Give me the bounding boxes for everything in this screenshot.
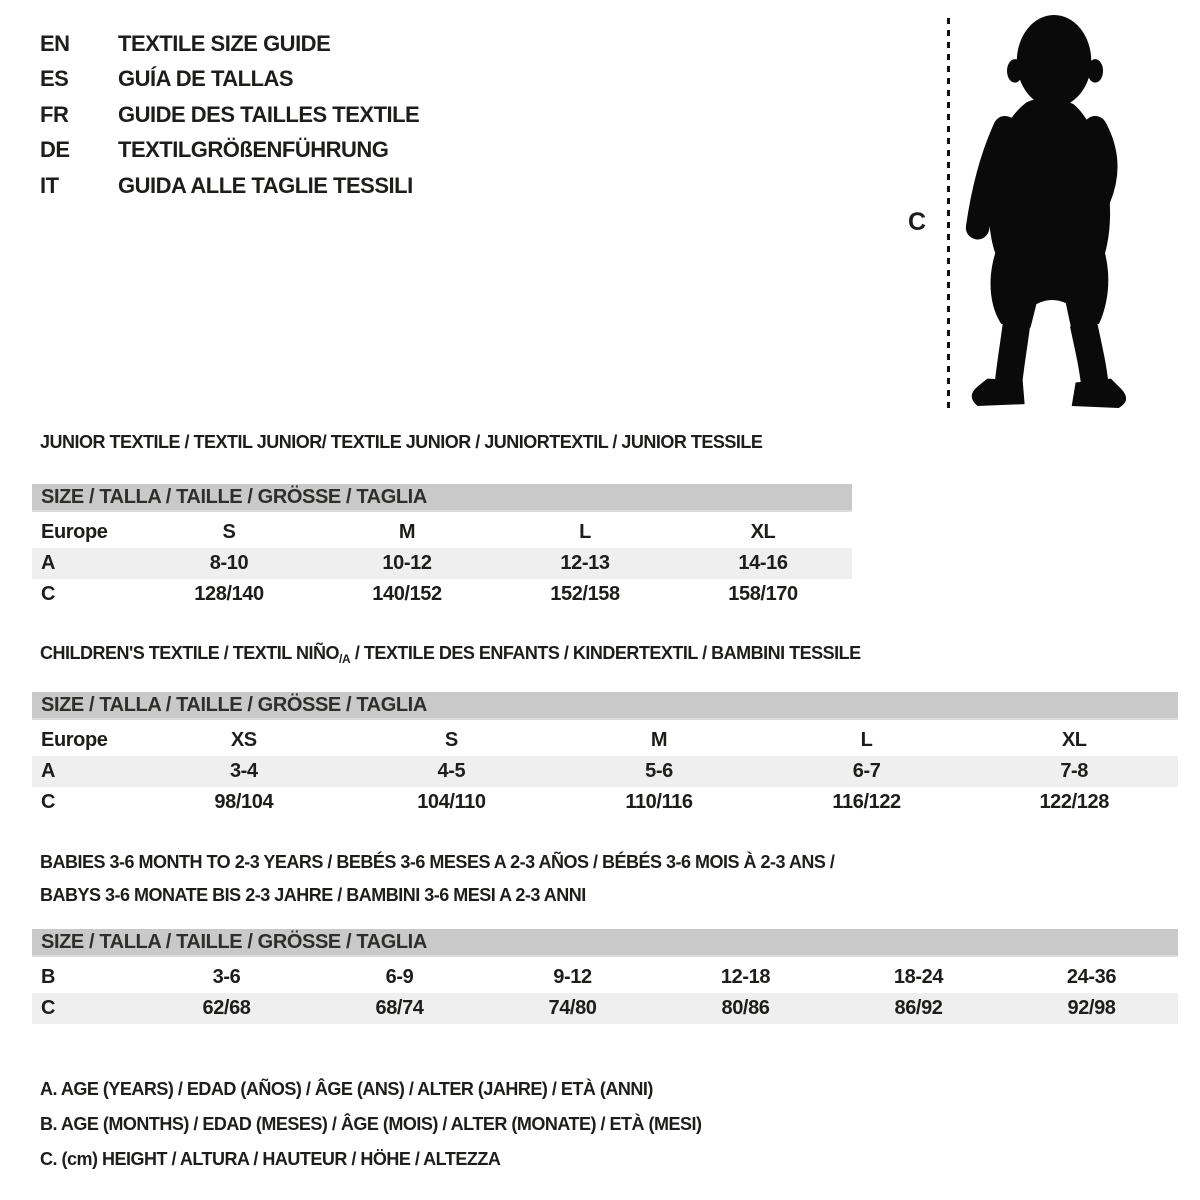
size-cell: M xyxy=(650,729,668,751)
height-cell: 86/92 xyxy=(894,997,943,1019)
height-cell: 158/170 xyxy=(728,583,798,605)
months-cell: 18-24 xyxy=(893,966,944,988)
babies-title-line1: BABIES 3-6 MONTH TO 2-3 YEARS / BEBÉS 3-6 MESES A 2-3 AÑOS / BÉBÉS 3-6 MOIS À 2-3 ANS / xyxy=(40,852,835,872)
row-label: Europe xyxy=(41,521,108,543)
table-row xyxy=(32,756,1178,787)
height-measure-label: C xyxy=(908,208,926,236)
junior-section-title: JUNIOR TEXTILE / TEXTIL JUNIOR/ TEXTILE JUNIOR / JUNIORTEXTIL / JUNIOR TESSILE xyxy=(40,432,763,452)
height-cell: 122/128 xyxy=(1039,791,1109,813)
measurement-legend xyxy=(40,1072,701,1177)
children-title-subscript: /A xyxy=(338,652,351,666)
height-cell: 116/122 xyxy=(832,791,901,813)
age-cell: 14-16 xyxy=(738,552,788,574)
legend-line-b: B. AGE (MONTHS) / EDAD (MESES) / ÂGE (MOIS) / ALTER (MONATE) / ETÀ (MESI) xyxy=(40,1114,702,1134)
row-label: A xyxy=(41,760,56,782)
size-cell: XL xyxy=(1061,729,1087,751)
guide-title: GUIDA ALLE TAGLIE TESSILI xyxy=(118,172,413,198)
height-measure-dashed-line xyxy=(947,18,950,414)
size-cell: S xyxy=(222,521,236,543)
row-label: A xyxy=(41,552,56,574)
row-label: C xyxy=(41,791,56,813)
size-cell: L xyxy=(579,521,591,543)
months-cell: 12-18 xyxy=(720,966,771,988)
guide-title: TEXTILGRÖßENFÜHRUNG xyxy=(118,137,389,163)
children-title-post: / TEXTILE DES ENFANTS / KINDERTEXTIL / BAMBINI TESSILE xyxy=(350,643,861,663)
age-cell: 6-7 xyxy=(852,760,881,782)
height-cell: 128/140 xyxy=(194,583,264,605)
babies-title-line2: BABYS 3-6 MONATE BIS 2-3 JAHRE / BAMBINI 3-6 MESI A 2-3 ANNI xyxy=(40,885,586,905)
height-cell: 62/68 xyxy=(202,997,251,1019)
age-cell: 12-13 xyxy=(560,552,610,574)
language-code: DE xyxy=(40,137,70,163)
table-row xyxy=(32,993,1178,1024)
height-cell: 80/86 xyxy=(721,997,770,1019)
children-size-table xyxy=(32,692,1178,818)
language-row-de xyxy=(40,133,419,169)
babies-size-table xyxy=(32,929,1178,1024)
guide-title: GUIDE DES TAILLES TEXTILE xyxy=(118,101,420,127)
language-code: ES xyxy=(40,66,69,92)
height-cell: 140/152 xyxy=(372,583,442,605)
size-table-header: SIZE / TALLA / TAILLE / GRÖSSE / TAGLIA xyxy=(32,929,1178,957)
age-cell: 8-10 xyxy=(209,552,249,574)
height-cell: 104/110 xyxy=(417,791,486,813)
children-title-pre: CHILDREN'S TEXTILE / TEXTIL NIÑO xyxy=(40,643,339,663)
age-cell: 4-5 xyxy=(437,760,466,782)
size-cell: S xyxy=(444,729,458,751)
toddler-silhouette-icon xyxy=(958,6,1154,418)
table-row xyxy=(32,787,1178,818)
row-label: B xyxy=(41,966,56,988)
height-cell: 68/74 xyxy=(375,997,424,1019)
months-cell: 9-12 xyxy=(553,966,592,988)
guide-title: GUÍA DE TALLAS xyxy=(118,66,294,92)
table-row xyxy=(32,962,1178,993)
months-cell: 6-9 xyxy=(385,966,414,988)
legend-line-a: A. AGE (YEARS) / EDAD (AÑOS) / ÂGE (ANS) / ALTER (JAHRE) / ETÀ (ANNI) xyxy=(40,1079,653,1099)
height-cell: 110/116 xyxy=(625,791,693,813)
language-row-fr xyxy=(40,97,419,133)
language-code: IT xyxy=(40,172,59,198)
row-label: Europe xyxy=(41,729,108,751)
language-code: EN xyxy=(40,30,70,56)
language-title-list xyxy=(40,26,419,204)
size-cell: M xyxy=(398,521,416,543)
size-cell: XS xyxy=(230,729,257,751)
height-cell: 152/158 xyxy=(550,583,620,605)
guide-title: TEXTILE SIZE GUIDE xyxy=(118,30,331,56)
row-label: C xyxy=(41,583,56,605)
height-cell: 74/80 xyxy=(548,997,597,1019)
children-section-title xyxy=(40,643,861,666)
months-cell: 3-6 xyxy=(212,966,241,988)
size-table-header: SIZE / TALLA / TAILLE / GRÖSSE / TAGLIA xyxy=(32,692,1178,720)
age-cell: 3-4 xyxy=(229,760,258,782)
size-cell: L xyxy=(860,729,873,751)
age-cell: 7-8 xyxy=(1060,760,1089,782)
language-code: FR xyxy=(40,101,69,127)
months-cell: 24-36 xyxy=(1066,966,1117,988)
age-cell: 5-6 xyxy=(645,760,673,782)
size-cell: XL xyxy=(750,521,776,543)
table-row xyxy=(32,548,852,579)
legend-line-c: C. (cm) HEIGHT / ALTURA / HAUTEUR / HÖHE / ALTEZZA xyxy=(40,1149,501,1169)
height-cell: 98/104 xyxy=(214,791,274,813)
table-row xyxy=(32,517,852,548)
age-cell: 10-12 xyxy=(382,552,432,574)
junior-size-table xyxy=(32,484,852,610)
table-row xyxy=(32,579,852,610)
height-cell: 92/98 xyxy=(1067,997,1116,1019)
row-label: C xyxy=(41,997,56,1019)
language-row-es xyxy=(40,62,419,98)
babies-section-title xyxy=(40,846,834,912)
table-row xyxy=(32,725,1178,756)
language-row-it xyxy=(40,168,419,204)
size-table-header: SIZE / TALLA / TAILLE / GRÖSSE / TAGLIA xyxy=(32,484,852,512)
language-row-en xyxy=(40,26,419,62)
